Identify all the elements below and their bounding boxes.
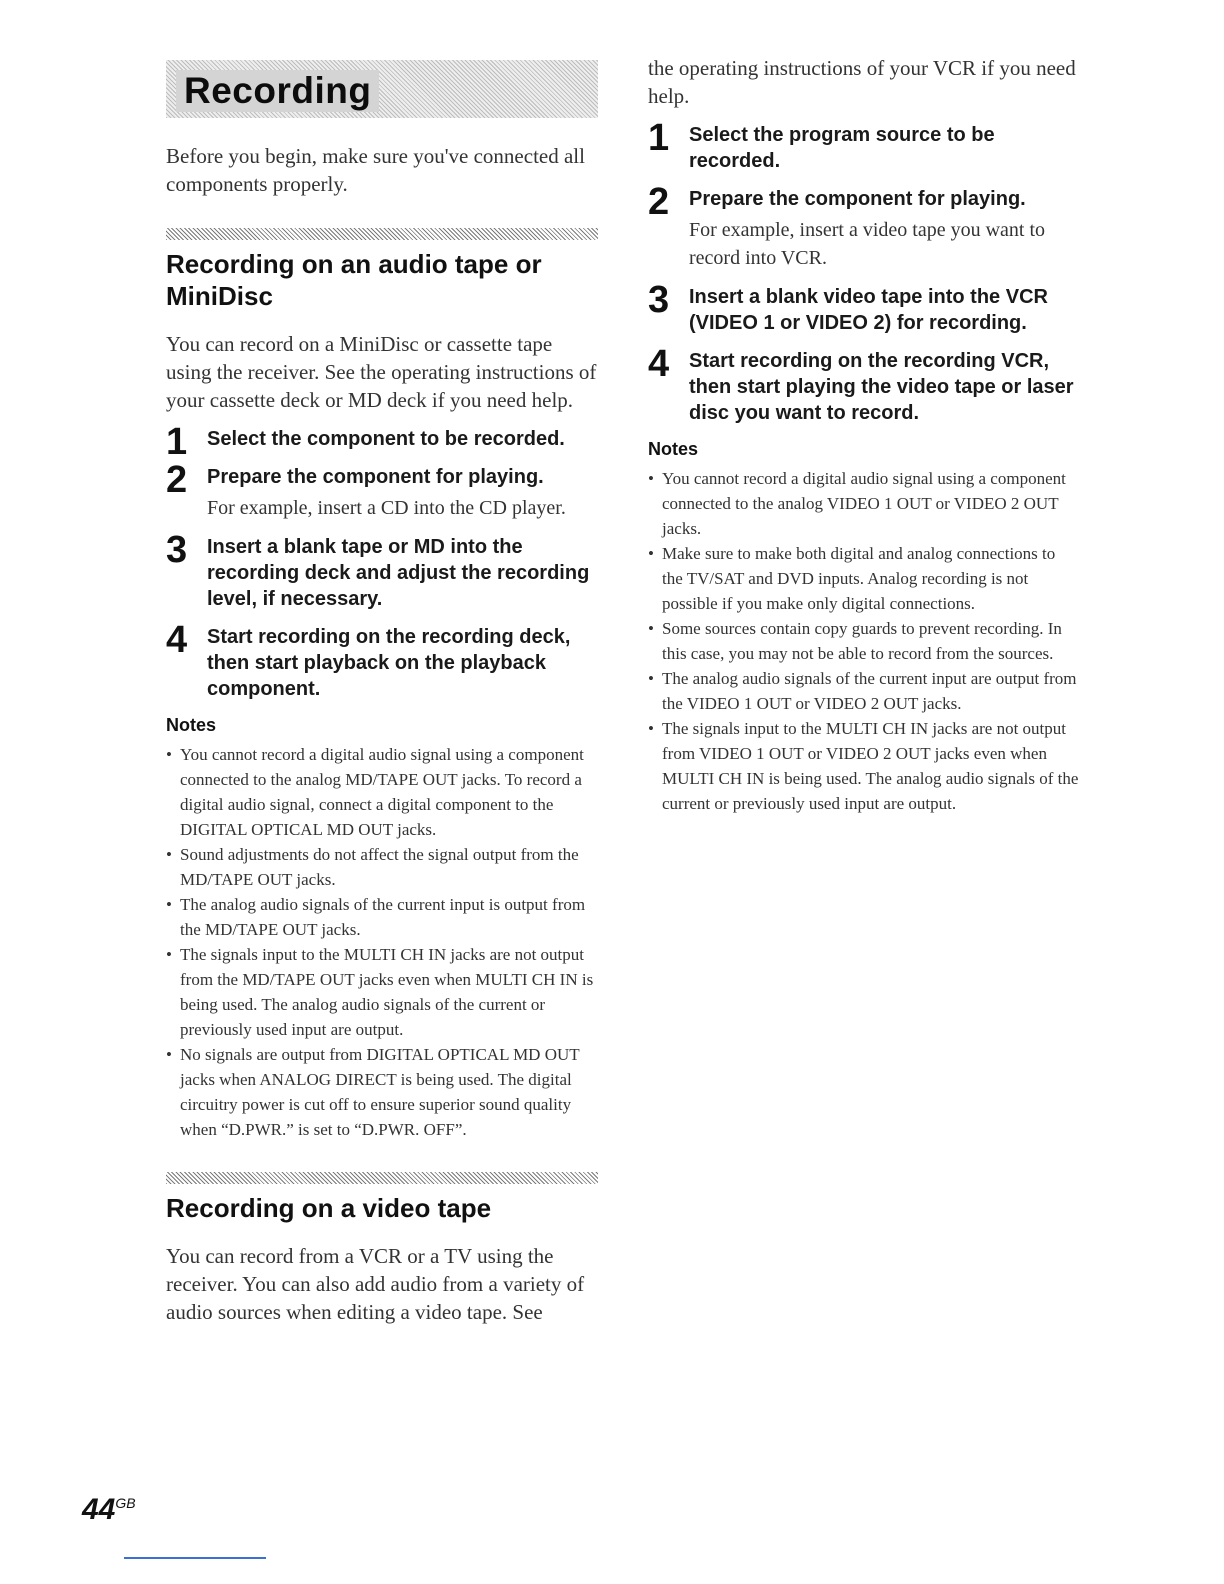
section-banner bbox=[166, 60, 598, 118]
section-body-video: You can record from a VCR or a TV using the receiver. You can also add audio from a variety of audio sources when editing a video tape. See bbox=[166, 1244, 585, 1324]
step-4 bbox=[648, 343, 1080, 426]
note-item: • You cannot record a digital audio signal using a component connected to the analog VIDEO 1 OUT or VIDEO 2 OUT jacks. bbox=[648, 466, 1080, 541]
step-number: 1 bbox=[166, 421, 188, 463]
notes-list bbox=[648, 466, 1080, 816]
section-divider bbox=[166, 1172, 598, 1184]
step-description: For example, insert a CD into the CD player. bbox=[207, 497, 566, 519]
note-item: • You cannot record a digital audio signal using a component connected to the analog MD/TAPE OUT jacks. To record a digital audio signal, connect a digital component to the DIGITAL OPTICAL MD OUT jacks. bbox=[166, 742, 598, 842]
step-number: 4 bbox=[648, 343, 670, 385]
step-number: 2 bbox=[166, 459, 188, 501]
notes-heading: Notes bbox=[648, 439, 699, 459]
footer-link-underline bbox=[124, 1557, 266, 1559]
step-title: Select the program source to be recorded. bbox=[689, 124, 995, 172]
note-item: • Sound adjustments do not affect the signal output from the MD/TAPE OUT jacks. bbox=[166, 842, 598, 892]
page-number-value: 44 bbox=[82, 1493, 116, 1526]
intro-text: Before you begin, make sure you've connected all components properly. bbox=[166, 144, 585, 196]
step-description: For example, insert a video tape you want to record into VCR. bbox=[689, 219, 1046, 269]
step-3 bbox=[648, 279, 1080, 336]
notes-heading: Notes bbox=[166, 715, 217, 735]
banner-title: Recording bbox=[176, 70, 379, 112]
page-number bbox=[82, 1486, 136, 1527]
section-divider bbox=[166, 228, 598, 240]
step-title: Insert a blank video tape into the VCR (VIDEO 1 or VIDEO 2) for recording. bbox=[689, 286, 1048, 334]
note-item: • Make sure to make both digital and analog connections to the TV/SAT and DVD inputs. Analog recording is not possible if you make only digital connections. bbox=[648, 541, 1080, 616]
step-number: 3 bbox=[166, 529, 188, 571]
note-item: • The analog audio signals of the current input are output from the VIDEO 1 OUT or VIDEO 2 OUT jacks. bbox=[648, 666, 1080, 716]
step-1 bbox=[648, 117, 1080, 174]
section-heading-audio: Recording on an audio tape or MiniDisc bbox=[166, 249, 542, 311]
note-item: • The analog audio signals of the current input is output from the MD/TAPE OUT jacks. bbox=[166, 892, 598, 942]
step-3 bbox=[166, 529, 598, 612]
step-number: 3 bbox=[648, 279, 670, 321]
step-title: Prepare the component for playing. bbox=[207, 466, 544, 488]
note-item: • No signals are output from DIGITAL OPTICAL MD OUT jacks when ANALOG DIRECT is being used. The digital circuitry power is cut off to ensure superior sound quality when “D.PWR.” is set to “D.PWR. OFF”. bbox=[166, 1042, 598, 1142]
left-column bbox=[166, 60, 598, 1326]
section-body-video-continued: the operating instructions of your VCR if you need help. bbox=[648, 56, 1076, 108]
step-1 bbox=[166, 421, 598, 463]
page-number-suffix: GB bbox=[115, 1495, 136, 1511]
step-title: Start recording on the recording VCR, then start playing the video tape or laser disc you want to record. bbox=[689, 350, 1074, 424]
step-number: 2 bbox=[648, 181, 670, 223]
step-4 bbox=[166, 619, 598, 702]
step-2 bbox=[166, 459, 598, 522]
section-body-audio: You can record on a MiniDisc or cassette tape using the receiver. See the operating instructions of your cassette deck or MD deck if you need help. bbox=[166, 332, 597, 412]
step-title: Insert a blank tape or MD into the recording deck and adjust the recording level, if necessary. bbox=[207, 536, 590, 610]
step-title: Select the component to be recorded. bbox=[207, 428, 565, 450]
step-2 bbox=[648, 181, 1080, 272]
note-item: • The signals input to the MULTI CH IN jacks are not output from VIDEO 1 OUT or VIDEO 2 OUT jacks even when MULTI CH IN is being used. The analog audio signals of the current or previously used input are output. bbox=[648, 716, 1080, 816]
step-number: 1 bbox=[648, 117, 670, 159]
step-number: 4 bbox=[166, 619, 188, 661]
note-item: • Some sources contain copy guards to prevent recording. In this case, you may not be able to record from the sources. bbox=[648, 616, 1080, 666]
note-item: • The signals input to the MULTI CH IN jacks are not output from the MD/TAPE OUT jacks even when MULTI CH IN is being used. The analog audio signals of the current or previously used input are output. bbox=[166, 942, 598, 1042]
step-title: Start recording on the recording deck, then start playback on the playback component. bbox=[207, 626, 571, 700]
step-title: Prepare the component for playing. bbox=[689, 188, 1026, 210]
section-heading-video: Recording on a video tape bbox=[166, 1193, 492, 1223]
notes-list bbox=[166, 742, 598, 1142]
right-column bbox=[648, 54, 1080, 816]
